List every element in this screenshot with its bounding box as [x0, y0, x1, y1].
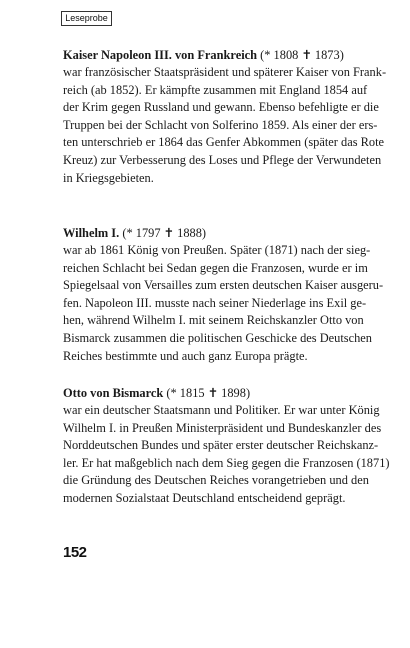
body-line: modernen Sozialstaat Deutschland entscheidend geprägt. [63, 490, 346, 505]
entry-body [63, 402, 390, 508]
entry-name: Otto von Bismarck [63, 386, 164, 400]
body-line: fen. Napoleon III. musste nach seiner Niederlage ins Exil ge- [63, 295, 367, 310]
entry-body [63, 242, 384, 365]
body-line: der Krim gegen Russland und gewann. Ebenso befehligte er die [63, 100, 379, 115]
page-number: 152 [63, 544, 87, 561]
body-line: in Kriegsgebieten. [63, 170, 154, 185]
entry-napoleon-iii [63, 47, 387, 187]
body-line: war ab 1861 König von Preußen. Später (1871) nach der sieg- [63, 243, 371, 257]
entry-body [63, 64, 387, 187]
entry-wilhelm-i [63, 225, 384, 365]
body-line: ten unterschrieb er 1864 das Genfer Abkommen (später das Rote [63, 135, 385, 150]
body-line: reich (ab 1852). Er kämpfte zusammen mit England 1854 auf [63, 82, 368, 97]
body-line: Spiegelsaal von Versailles zum ersten deutschen Kaiser ausgeru- [63, 278, 384, 293]
entry-heading [63, 47, 353, 64]
entry-lifespan: (* 1808 ✝ 1873) [260, 48, 344, 62]
entry-heading [63, 225, 353, 242]
entry-heading [63, 385, 353, 402]
entry-name: Kaiser Napoleon III. von Frankreich [63, 48, 258, 62]
body-line: Kreuz) zur Verbesserung des Loses und Pflege der Verwundeten [63, 152, 382, 167]
entry-otto-von-bismarck [63, 385, 390, 508]
leseprobe-label: Leseprobe [61, 11, 112, 26]
body-line: hen, während Wilhelm I. mit seinem Reichskanzler Otto von [63, 313, 364, 328]
body-line: Truppen bei der Schlacht von Solferino 1859. Als einer der ers- [63, 117, 378, 132]
body-line: war französischer Staatspräsident und späterer Kaiser von Frank- [63, 65, 387, 79]
body-line: die Gründung des Deutschen Reiches vorangetrieben und den [63, 473, 369, 488]
entry-lifespan: (* 1815 ✝ 1898) [166, 386, 251, 400]
body-line: reichen Schlacht bei Sedan gegen die Franzosen, wurde er im [63, 260, 368, 275]
entry-lifespan: (* 1797 ✝ 1888) [122, 226, 207, 240]
body-line: Wilhelm I. in Preußen Ministerpräsident und Bundeskanzler des [63, 420, 382, 435]
body-line: ler. Er hat maßgeblich nach dem Sieg gegen die Franzosen (1871) [63, 455, 390, 470]
body-line: war ein deutscher Staatsmann und Politiker. Er war unter König [63, 403, 380, 417]
entry-name: Wilhelm I. [63, 226, 120, 240]
body-line: Bismarck zusammen die politischen Geschicke des Deutschen [63, 330, 372, 345]
body-line: Norddeutschen Bundes und später erster deutscher Reichskanz- [63, 438, 379, 453]
body-line: Reiches bestimmte und auch ganz Europa prägte. [63, 348, 308, 363]
